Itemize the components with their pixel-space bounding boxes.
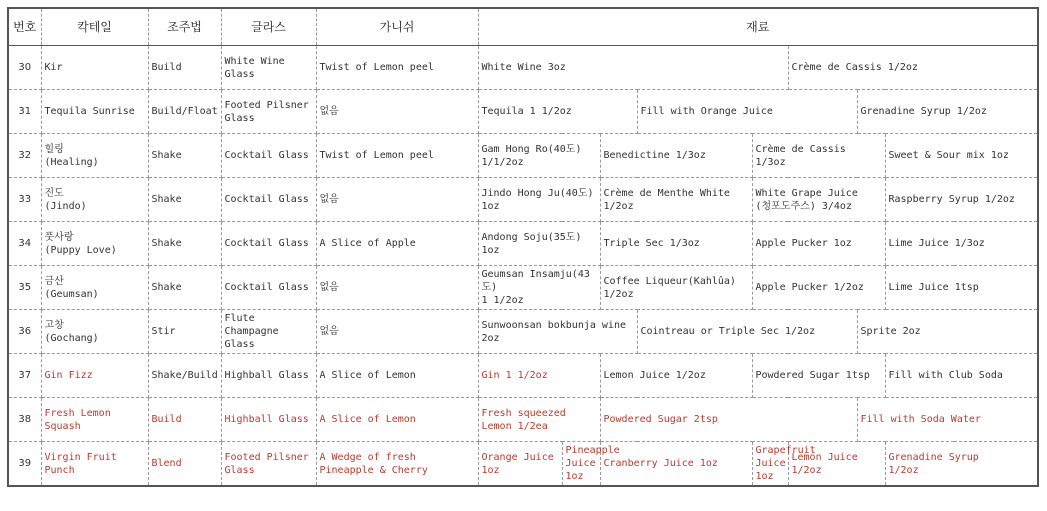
ingredient-cell: White Wine 3oz (478, 46, 788, 90)
method-cell: Stir (148, 310, 221, 354)
cocktail-name-cell: Kir (41, 46, 148, 90)
ingredient-cell: Jindo Hong Ju(40도) 1oz (478, 178, 600, 222)
cocktail-name-cell: 금산 (Geumsan) (41, 266, 148, 310)
garnish-cell: A Slice of Lemon (316, 354, 478, 398)
table-row (8, 354, 1038, 398)
ingredient-cell: Sprite 2oz (857, 310, 1038, 354)
method-cell: Build (148, 398, 221, 442)
glass-cell: Flute Champagne Glass (221, 310, 316, 354)
method-cell: Shake (148, 134, 221, 178)
garnish-cell: A Wedge of fresh Pineapple & Cherry (316, 442, 478, 487)
glass-cell: Footed Pilsner Glass (221, 442, 316, 487)
garnish-cell: 없음 (316, 178, 478, 222)
ingredient-cell: Geumsan Insamju(43도) 1 1/2oz (478, 266, 600, 310)
table-row (8, 398, 1038, 442)
row-number: 31 (8, 90, 41, 134)
ingredient-cell: Cranberry Juice 1oz (600, 442, 752, 487)
garnish-cell: Twist of Lemon peel (316, 134, 478, 178)
ingredient-cell: Fill with Orange Juice (637, 90, 857, 134)
cocktail-name-cell: 풋사랑 (Puppy Love) (41, 222, 148, 266)
ingredient-cell: Grenadine Syrup 1/2oz (857, 90, 1038, 134)
table-row (8, 134, 1038, 178)
garnish-cell: Twist of Lemon peel (316, 46, 478, 90)
row-number: 37 (8, 354, 41, 398)
row-number: 33 (8, 178, 41, 222)
header-cocktail: 칵테일 (41, 8, 148, 46)
table-row (8, 90, 1038, 134)
ingredient-cell: Gin 1 1/2oz (478, 354, 600, 398)
table-row (8, 222, 1038, 266)
ingredient-cell: Triple Sec 1/3oz (600, 222, 752, 266)
cocktail-name-cell: 고창 (Gochang) (41, 310, 148, 354)
row-number: 38 (8, 398, 41, 442)
ingredient-cell: Powdered Sugar 1tsp (752, 354, 885, 398)
header-glass: 글라스 (221, 8, 316, 46)
method-cell: Shake/Build (148, 354, 221, 398)
header-method: 조주법 (148, 8, 221, 46)
glass-cell: Cocktail Glass (221, 178, 316, 222)
glass-cell: Footed Pilsner Glass (221, 90, 316, 134)
table-row (8, 178, 1038, 222)
header-garnish: 가니쉬 (316, 8, 478, 46)
ingredient-cell: Crème de Cassis 1/3oz (752, 134, 885, 178)
row-number: 35 (8, 266, 41, 310)
header-ingredients: 재료 (478, 8, 1038, 46)
ingredient-cell: Pineapple Juice 1oz (562, 442, 600, 487)
ingredient-cell: Orange Juice 1oz (478, 442, 562, 487)
ingredient-cell: Sweet & Sour mix 1oz (885, 134, 1038, 178)
method-cell: Build/Float (148, 90, 221, 134)
ingredient-cell: Coffee Liqueur(Kahlûa) 1/2oz (600, 266, 752, 310)
glass-cell: Cocktail Glass (221, 266, 316, 310)
ingredient-cell: Tequila 1 1/2oz (478, 90, 637, 134)
cocktail-name-cell: Tequila Sunrise (41, 90, 148, 134)
ingredient-cell: Lemon Juice 1/2oz (788, 442, 885, 487)
ingredient-cell: Grenadine Syrup 1/2oz (885, 442, 1038, 487)
garnish-cell: A Slice of Apple (316, 222, 478, 266)
row-number: 39 (8, 442, 41, 487)
ingredient-cell: Lime Juice 1/3oz (885, 222, 1038, 266)
ingredient-cell: Apple Pucker 1/2oz (752, 266, 885, 310)
garnish-cell: A Slice of Lemon (316, 398, 478, 442)
glass-cell: Highball Glass (221, 398, 316, 442)
cocktail-name-cell: Virgin Fruit Punch (41, 442, 148, 487)
ingredient-cell: Lime Juice 1tsp (885, 266, 1038, 310)
header-number: 번호 (8, 8, 41, 46)
row-number: 30 (8, 46, 41, 90)
ingredient-cell: Lemon Juice 1/2oz (600, 354, 752, 398)
ingredient-cell: Benedictine 1/3oz (600, 134, 752, 178)
method-cell: Build (148, 46, 221, 90)
garnish-cell: 없음 (316, 310, 478, 354)
glass-cell: Cocktail Glass (221, 134, 316, 178)
ingredient-cell: White Grape Juice (청포도주스) 3/4oz (752, 178, 885, 222)
ingredient-cell: Andong Soju(35도) 1oz (478, 222, 600, 266)
header-row (8, 8, 1038, 46)
cocktail-table (7, 7, 1039, 487)
glass-cell: Cocktail Glass (221, 222, 316, 266)
row-number: 32 (8, 134, 41, 178)
garnish-cell: 없음 (316, 90, 478, 134)
ingredient-cell: Fill with Soda Water (857, 398, 1038, 442)
cocktail-name-cell: 진도 (Jindo) (41, 178, 148, 222)
ingredient-cell: Sunwoonsan bokbunja wine 2oz (478, 310, 637, 354)
row-number: 34 (8, 222, 41, 266)
table-row (8, 46, 1038, 90)
ingredient-cell: Grapefruit Juice 1oz (752, 442, 788, 487)
ingredient-cell: Fresh squeezed Lemon 1/2ea (478, 398, 600, 442)
ingredient-cell: Crème de Menthe White 1/2oz (600, 178, 752, 222)
garnish-cell: 없음 (316, 266, 478, 310)
table-row (8, 310, 1038, 354)
ingredient-cell: Fill with Club Soda (885, 354, 1038, 398)
cocktail-name-cell: 힐링 (Healing) (41, 134, 148, 178)
row-number: 36 (8, 310, 41, 354)
table-row (8, 266, 1038, 310)
table-row (8, 442, 1038, 487)
method-cell: Shake (148, 222, 221, 266)
cocktail-name-cell: Gin Fizz (41, 354, 148, 398)
ingredient-cell: Powdered Sugar 2tsp (600, 398, 857, 442)
ingredient-cell: Gam Hong Ro(40도) 1/1/2oz (478, 134, 600, 178)
glass-cell: Highball Glass (221, 354, 316, 398)
ingredient-cell: Apple Pucker 1oz (752, 222, 885, 266)
ingredient-cell: Cointreau or Triple Sec 1/2oz (637, 310, 857, 354)
method-cell: Blend (148, 442, 221, 487)
method-cell: Shake (148, 178, 221, 222)
cocktail-name-cell: Fresh Lemon Squash (41, 398, 148, 442)
ingredient-cell: Raspberry Syrup 1/2oz (885, 178, 1038, 222)
glass-cell: White Wine Glass (221, 46, 316, 90)
ingredient-cell: Crème de Cassis 1/2oz (788, 46, 1038, 90)
method-cell: Shake (148, 266, 221, 310)
